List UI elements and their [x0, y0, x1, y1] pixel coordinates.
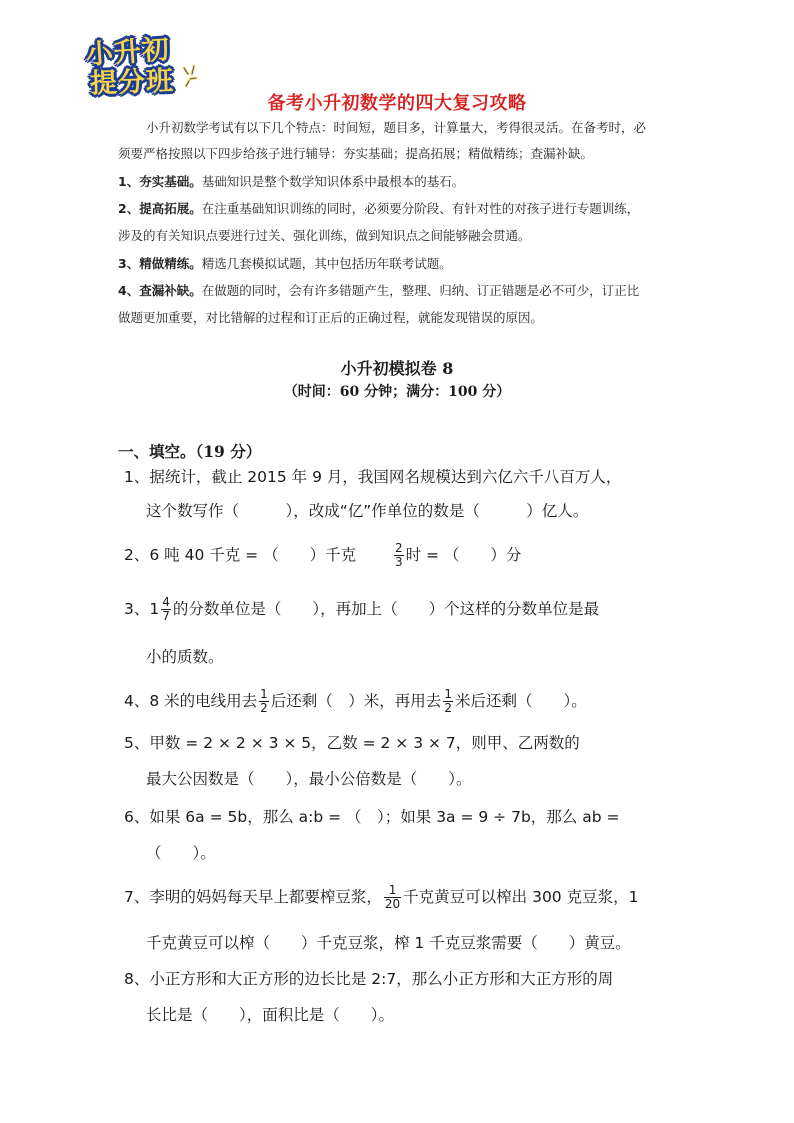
q6-line1: 6、如果 6a = 5b，那么 a:b = （ ）；如果 3a = 9 ÷ 7b，那么 ab = [124, 808, 620, 826]
intro-item2 [118, 201, 718, 217]
intro-item2-line2: 涉及的有关知识点要进行过关、强化训练，做到知识点之间能够融会贯通。 [118, 228, 531, 243]
q7-line2: 千克黄豆可以榨（ ）千克豆浆，榨 1 千克豆浆需要（ ）黄豆。 [146, 934, 631, 952]
q3-fraction [161, 596, 171, 623]
q3-rest: 的分数单位是（ ），再加上（ ）个这样的分数单位是最 [172, 600, 600, 618]
logo-line2: 提分班 [89, 65, 175, 100]
q2 [124, 542, 521, 569]
intro-item4-line2: 做题更加重要，对比错解的过程和订正后的正确过程，就能发现错误的原因。 [118, 310, 544, 325]
q2-part-a: 2、6 吨 40 千克 = （ ）千克 [124, 546, 357, 564]
q2-frac-den: 3 [394, 555, 403, 569]
intro-item1 [118, 174, 718, 190]
q2-part-b: 时 = （ ）分 [405, 546, 522, 564]
q4-frac2-num: 1 [444, 687, 452, 701]
q4-fraction-2 [443, 688, 453, 715]
q7-fraction [384, 884, 401, 911]
q4-frac1-num: 1 [260, 687, 268, 701]
q5-line2: 最大公因数是（ ），最小公倍数是（ ）。 [146, 770, 472, 788]
intro-item1-text: 基础知识是整个数学知识体系中最根本的基石。 [201, 174, 465, 189]
q4 [124, 688, 587, 715]
q4-part-b: 后还剩（ ）米，再用去 [270, 692, 442, 710]
q4-fraction-1 [259, 688, 269, 715]
section-heading: 一、填空。（19 分） [118, 442, 262, 461]
q3-frac-den: 7 [162, 609, 170, 623]
q8-line2: 长比是（ ），面积比是（ ）。 [146, 1006, 395, 1024]
q3 [124, 596, 599, 623]
q3-prefix: 3、1 [124, 600, 160, 618]
q3-line2: 小的质数。 [146, 648, 224, 666]
q3-frac-num: 4 [162, 595, 170, 609]
q5-line1: 5、甲数 = 2 × 2 × 3 × 5，乙数 = 2 × 3 × 7，则甲、乙两数的 [124, 734, 580, 752]
intro-item3-text: 精选几套模拟试题，其中包括历年联考试题。 [201, 256, 452, 271]
intro-p1-line2: 须要严格按照以下四步给孩子进行辅导：夯实基础；提高拓展；精做精练；查漏补缺。 [118, 146, 594, 161]
q7 [124, 884, 638, 911]
q8-line1: 8、小正方形和大正方形的边长比是 2:7，那么小正方形和大正方形的周 [124, 970, 614, 988]
q7-frac-num: 1 [384, 884, 401, 898]
intro-item2-head: 2、提高拓展。 [118, 201, 202, 216]
q7-frac-den: 20 [384, 897, 401, 911]
q2-fraction [394, 542, 404, 569]
intro-item3 [118, 256, 718, 272]
intro-item2-text: 在注重基础知识训练的同时，必须要分阶段、有针对性的对孩子进行专题训练， [201, 201, 640, 216]
q6-line2: （ ）。 [146, 844, 216, 862]
intro-item4-head: 4、查漏补缺。 [118, 283, 202, 298]
page-title: 备考小升初数学的四大复习攻略 [267, 93, 527, 114]
q4-frac1-den: 2 [260, 701, 268, 715]
logo-line1: 小升初 [84, 34, 171, 71]
q1-line2: 这个数写作（ ），改成“亿”作单位的数是（ ）亿人。 [146, 502, 589, 520]
q4-part-c: 米后还剩（ ）。 [454, 692, 587, 710]
intro-item3-head: 3、精做精练。 [118, 256, 202, 271]
q7-part-a: 7、李明的妈妈每天早上都要榨豆浆， [124, 888, 382, 906]
exam-title: 小升初模拟卷 8 [340, 359, 454, 378]
intro-item1-head: 1、夯实基础。 [118, 174, 202, 189]
q4-part-a: 4、8 米的电线用去 [124, 692, 258, 710]
intro-item4-text: 在做题的同时，会有许多错题产生，整理、归纳、订正错题是必不可少，订正比 [201, 283, 640, 298]
q2-frac-num: 2 [394, 541, 403, 555]
exam-subtitle: （时间：60 分钟；满分：100 分） [283, 384, 511, 400]
q1-line1: 1、据统计，截止 2015 年 9 月，我国网名规模达到六亿六千八百万人， [124, 468, 622, 486]
intro-item4 [118, 283, 718, 299]
intro-p1-line1: 小升初数学考试有以下几个特点：时间短，题目多，计算量大，考得很灵活。在备考时，必 [146, 120, 647, 135]
q4-frac2-den: 2 [444, 701, 452, 715]
q7-part-b: 千克黄豆可以榨出 300 克豆浆，1 [403, 888, 639, 906]
